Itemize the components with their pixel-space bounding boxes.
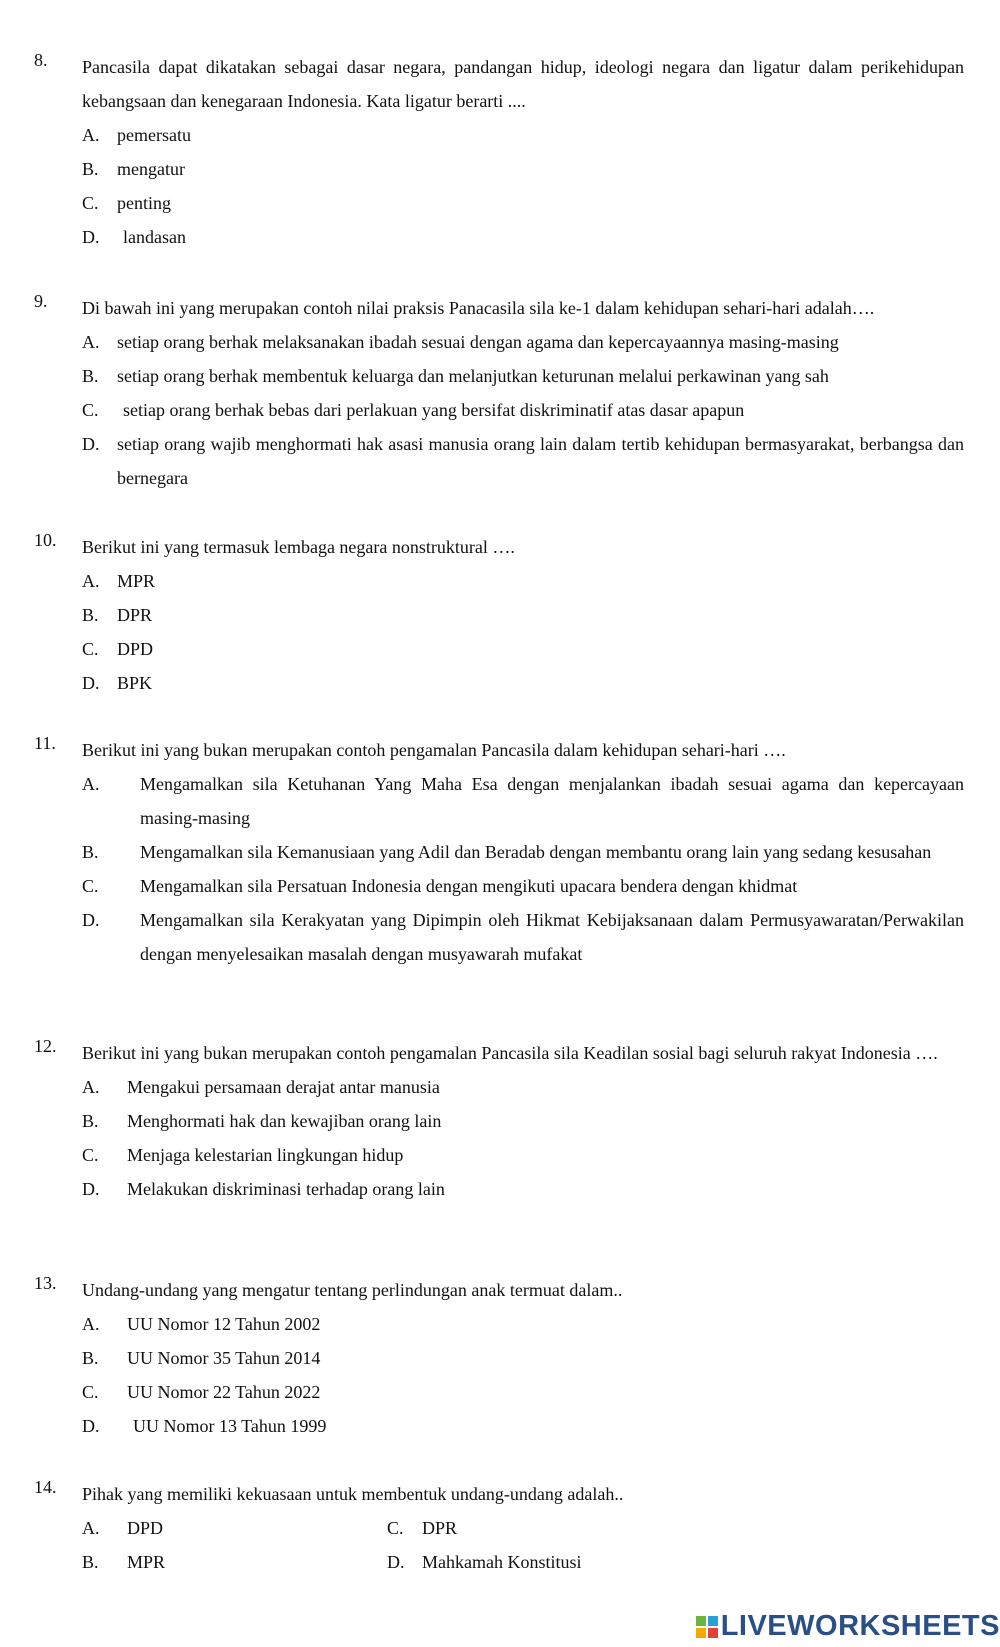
option-letter: C. [82, 400, 99, 420]
option-c[interactable] [82, 186, 964, 220]
question-text: Berikut ini yang bukan merupakan contoh pengamalan Pancasila sila Keadilan sosial bagi seluruh rakyat Indonesia …. [82, 1043, 938, 1063]
option-letter: D. [82, 1179, 100, 1199]
option-c[interactable] [82, 869, 964, 903]
option-letter: D. [82, 910, 100, 930]
option-letter: D. [82, 434, 100, 454]
question-11 [34, 733, 964, 971]
option-b[interactable] [82, 1104, 964, 1138]
question-text: Pancasila dapat dikatakan sebagai dasar negara, pandangan hidup, ideologi negara dan ligatur dalam perikehidupan kebangsaan dan kenegaraan Indonesia. Kata ligatur berarti .... [82, 57, 964, 111]
option-letter: C. [82, 193, 99, 213]
logo-square [708, 1616, 718, 1626]
option-d[interactable] [82, 903, 964, 971]
option-letter: B. [82, 842, 99, 862]
option-a[interactable] [82, 118, 964, 152]
question-8 [34, 50, 964, 254]
option-letter: C. [82, 1382, 99, 1402]
option-text: Melakukan diskriminasi terhadap orang lain [127, 1179, 445, 1199]
option-text: setiap orang wajib menghormati hak asasi manusia orang lain dalam tertib kehidupan bermasyarakat, berbangsa dan bernegara [117, 434, 964, 488]
option-letter: B. [82, 159, 99, 179]
question-12 [34, 1036, 964, 1206]
option-a[interactable] [82, 767, 964, 835]
option-text: Mengamalkan sila Persatuan Indonesia dengan mengikuti upacara bendera dengan khidmat [140, 876, 798, 896]
option-letter: C. [387, 1518, 404, 1538]
option-a[interactable] [82, 1307, 964, 1341]
option-c[interactable] [82, 393, 964, 427]
option-text: MPR [117, 571, 156, 591]
logo-square [696, 1628, 706, 1638]
option-b[interactable] [82, 1341, 964, 1375]
option-b[interactable] [82, 598, 964, 632]
question-number: 9. [34, 291, 48, 311]
option-letter: B. [82, 1111, 99, 1131]
option-b[interactable] [82, 152, 964, 186]
option-text: UU Nomor 22 Tahun 2022 [127, 1382, 321, 1402]
question-14 [34, 1477, 964, 1579]
option-text: setiap orang berhak bebas dari perlakuan yang bersifat diskriminatif atas dasar apapun [123, 400, 745, 420]
option-text: mengatur [117, 159, 185, 179]
option-b[interactable] [82, 359, 964, 393]
option-text: DPD [127, 1518, 164, 1538]
option-letter: C. [82, 1145, 99, 1165]
question-number: 13. [34, 1273, 57, 1293]
question-number: 8. [34, 50, 48, 70]
option-letter: D. [82, 227, 100, 247]
option-letter: A. [82, 1314, 100, 1334]
option-text: Menghormati hak dan kewajiban orang lain [127, 1111, 442, 1131]
option-text: Mahkamah Konstitusi [422, 1552, 582, 1572]
option-letter: D. [82, 1416, 100, 1436]
option-d[interactable] [82, 220, 964, 254]
option-c[interactable] [82, 1138, 964, 1172]
question-9 [34, 291, 964, 495]
liveworksheets-logo[interactable] [696, 1610, 1000, 1643]
option-letter: B. [82, 1348, 99, 1368]
question-10 [34, 530, 964, 700]
option-text: landasan [123, 227, 186, 247]
option-text: Menjaga kelestarian lingkungan hidup [127, 1145, 404, 1165]
option-text: UU Nomor 13 Tahun 1999 [133, 1416, 327, 1436]
option-c[interactable] [82, 1375, 964, 1409]
option-text: DPD [117, 639, 154, 659]
question-text: Undang-undang yang mengatur tentang perlindungan anak termuat dalam.. [82, 1280, 623, 1300]
option-text: Mengamalkan sila Kemanusiaan yang Adil dan Beradab dengan membantu orang lain yang sedang kesusahan [140, 842, 932, 862]
option-text: BPK [117, 673, 153, 693]
option-letter: A. [82, 1518, 100, 1538]
logo-square [696, 1616, 706, 1626]
option-d[interactable] [82, 666, 964, 700]
option-letter: A. [82, 1077, 100, 1097]
logo-text: LIVEWORKSHEETS [720, 1610, 1000, 1642]
option-text: penting [117, 193, 171, 213]
option-letter: A. [82, 332, 100, 352]
option-text: DPR [117, 605, 153, 625]
option-text: UU Nomor 35 Tahun 2014 [127, 1348, 321, 1368]
option-c[interactable] [82, 632, 964, 666]
option-a[interactable] [82, 1511, 387, 1545]
option-text: setiap orang berhak membentuk keluarga dan melanjutkan keturunan melalui perkawinan yang sah [117, 366, 829, 386]
option-b[interactable] [82, 1545, 387, 1579]
option-text: pemersatu [117, 125, 191, 145]
option-d[interactable] [387, 1545, 692, 1579]
question-text: Berikut ini yang termasuk lembaga negara nonstruktural …. [82, 537, 515, 557]
option-a[interactable] [82, 564, 964, 598]
question-13 [34, 1273, 964, 1443]
option-letter: B. [82, 1552, 99, 1572]
question-text: Di bawah ini yang merupakan contoh nilai praksis Panacasila sila ke-1 dalam kehidupan sehari-hari adalah…. [82, 298, 875, 318]
option-letter: A. [82, 125, 100, 145]
option-letter: B. [82, 605, 99, 625]
option-b[interactable] [82, 835, 964, 869]
option-letter: C. [82, 876, 99, 896]
option-text: setiap orang berhak melaksanakan ibadah sesuai dengan agama dan kepercayaannya masing-masing [117, 332, 839, 352]
option-d[interactable] [82, 427, 964, 495]
option-letter: D. [82, 673, 100, 693]
logo-square [708, 1628, 718, 1638]
question-number: 11. [34, 733, 56, 753]
question-number: 10. [34, 530, 57, 550]
option-text: MPR [127, 1552, 166, 1572]
option-text: DPR [422, 1518, 458, 1538]
option-letter: B. [82, 366, 99, 386]
option-d[interactable] [82, 1409, 964, 1443]
question-text: Berikut ini yang bukan merupakan contoh pengamalan Pancasila dalam kehidupan sehari-hari …. [82, 740, 786, 760]
option-c[interactable] [387, 1511, 692, 1545]
option-d[interactable] [82, 1172, 964, 1206]
question-text: Pihak yang memiliki kekuasaan untuk membentuk undang-undang adalah.. [82, 1484, 624, 1504]
option-a[interactable] [82, 325, 964, 359]
option-text: UU Nomor 12 Tahun 2002 [127, 1314, 321, 1334]
option-letter: A. [82, 774, 100, 794]
option-text: Mengakui persamaan derajat antar manusia [127, 1077, 440, 1097]
option-letter: D. [387, 1552, 405, 1572]
logo-mark-icon [696, 1616, 718, 1638]
option-a[interactable] [82, 1070, 964, 1104]
option-text: Mengamalkan sila Kerakyatan yang Dipimpin oleh Hikmat Kebijaksanaan dalam Permusyawaratan/Perwakilan dengan menyelesaikan masalah dengan musyawarah mufakat [140, 910, 964, 964]
option-letter: A. [82, 571, 100, 591]
question-number: 12. [34, 1036, 57, 1056]
question-number: 14. [34, 1477, 57, 1497]
option-text: Mengamalkan sila Ketuhanan Yang Maha Esa dengan menjalankan ibadah sesuai agama dan kepercayaan masing-masing [140, 774, 964, 828]
option-letter: C. [82, 639, 99, 659]
